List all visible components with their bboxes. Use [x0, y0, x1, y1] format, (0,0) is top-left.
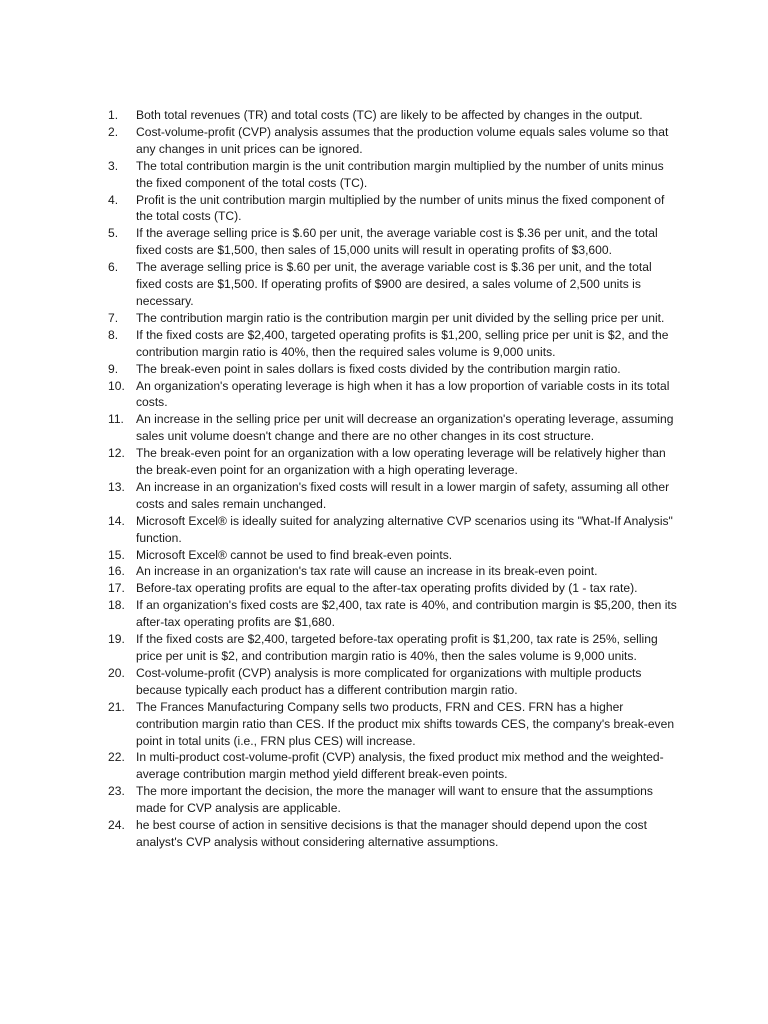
- statement-text: If the fixed costs are $2,400, targeted before-tax operating profit is $1,200, tax rate is 25%, selling price per unit is $2, and contribution margin ratio is 40%, then the sales volume is 9,000 units.: [136, 632, 658, 663]
- statement-number: 17.: [108, 581, 125, 596]
- statement-number: 2.: [108, 124, 119, 139]
- statement-item: [108, 411, 680, 445]
- statement-number: 9.: [108, 361, 119, 376]
- statement-item: [108, 513, 680, 547]
- statement-item: [108, 107, 680, 124]
- statement-item: [108, 631, 680, 665]
- statement-number: 12.: [108, 446, 125, 461]
- statement-number: 10.: [108, 378, 125, 393]
- statement-item: [108, 597, 680, 631]
- statement-item: [108, 225, 680, 259]
- statement-text: The average selling price is $.60 per unit, the average variable cost is $.36 per unit, and the total fixed costs are $1,500. If operating profits of $900 are desired, a sales volume of 2,500 units is necessary.: [136, 260, 652, 308]
- statement-item: [108, 378, 680, 412]
- statement-number: 5.: [108, 226, 119, 241]
- statement-item: [108, 547, 680, 564]
- statement-item: [108, 310, 680, 327]
- statement-text: An increase in an organization's fixed costs will result in a lower margin of safety, assuming all other costs and sales remain unchanged.: [136, 479, 670, 511]
- statement-number: 23.: [108, 784, 125, 799]
- statement-text: Cost-volume-profit (CVP) analysis is more complicated for organizations with multiple products because typically each product has a different contribution margin ratio.: [136, 665, 642, 697]
- statement-text: Microsoft Excel® cannot be used to find break-even points.: [136, 547, 453, 562]
- statement-text: Both total revenues (TR) and total costs (TC) are likely to be affected by changes in the output.: [136, 108, 643, 122]
- statement-text: If the average selling price is $.60 per unit, the average variable cost is $.36 per unit, and the total fixed costs are $1,500, then sales of 15,000 units will result in operating profits of $3,600.: [136, 226, 658, 258]
- statement-number: 15.: [108, 547, 125, 562]
- statement-text: An organization's operating leverage is high when it has a low proportion of variable costs in its total costs.: [136, 378, 670, 410]
- statement-number: 11.: [108, 412, 124, 427]
- statement-number: 13.: [108, 479, 125, 494]
- statement-text: The total contribution margin is the unit contribution margin multiplied by the number of units minus the fixed component of the total costs (TC).: [136, 158, 664, 190]
- statement-number: 6.: [108, 260, 119, 275]
- statement-text: Before-tax operating profits are equal to the after-tax operating profits divided by (1 - tax rate).: [136, 581, 638, 596]
- statement-list: [108, 107, 680, 851]
- statement-number: 1.: [108, 108, 119, 122]
- statement-text: The break-even point for an organization with a low operating leverage will be relatively higher than the break-even point for an organization with a high operating leverage.: [136, 446, 666, 478]
- statement-text: The more important the decision, the more the manager will want to ensure that the assumptions made for CVP analysis are applicable.: [136, 784, 653, 816]
- statement-text: he best course of action in sensitive decisions is that the manager should depend upon the cost analyst's CVP analysis without considering alternative assumptions.: [136, 818, 647, 849]
- statement-item: [108, 361, 680, 378]
- statement-item: [108, 817, 680, 851]
- statement-number: 20.: [108, 665, 125, 680]
- statement-item: [108, 479, 680, 513]
- statement-item: [108, 158, 680, 192]
- statement-item: [108, 124, 680, 158]
- statement-text: An increase in an organization's tax rate will cause an increase in its break-even point.: [136, 564, 598, 579]
- statement-number: 8.: [108, 327, 119, 342]
- statement-number: 7.: [108, 310, 119, 325]
- statement-number: 14.: [108, 513, 125, 528]
- statement-item: [108, 563, 680, 580]
- statement-item: [108, 445, 680, 479]
- statement-text: An increase in the selling price per unit will decrease an organization's operating leverage, assuming sales unit volume doesn't change and there are no other changes in its cost structure.: [136, 412, 674, 444]
- statement-text: If an organization's fixed costs are $2,400, tax rate is 40%, and contribution margin is $5,200, then its after-tax operating profits are $1,680.: [136, 598, 677, 630]
- statement-item: [108, 327, 680, 361]
- statement-text: The contribution margin ratio is the contribution margin per unit divided by the selling price per unit.: [136, 310, 665, 325]
- statement-text: If the fixed costs are $2,400, targeted operating profits is $1,200, selling price per unit is $2, and the contribution margin ratio is 40%, then the required sales volume is 9,000 units.: [136, 327, 669, 359]
- statement-number: 18.: [108, 598, 125, 613]
- statement-number: 19.: [108, 632, 125, 647]
- statement-item: [108, 665, 680, 699]
- statement-text: The break-even point in sales dollars is fixed costs divided by the contribution margin ratio.: [136, 361, 621, 376]
- statement-text: In multi-product cost-volume-profit (CVP) analysis, the fixed product mix method and the weighted-average contribution margin method yield different break-even points.: [136, 750, 664, 782]
- statement-item: [108, 192, 680, 226]
- statement-item: [108, 259, 680, 310]
- statement-number: 24.: [108, 818, 125, 833]
- statement-number: 21.: [108, 699, 125, 714]
- statement-number: 4.: [108, 192, 119, 207]
- statement-number: 16.: [108, 564, 125, 579]
- statement-item: [108, 580, 680, 597]
- statement-number: 22.: [108, 750, 125, 765]
- statement-text: Profit is the unit contribution margin multiplied by the number of units minus the fixed component of the total costs (TC).: [136, 192, 665, 224]
- statement-item: [108, 783, 680, 817]
- statement-item: [108, 699, 680, 750]
- statement-text: The Frances Manufacturing Company sells two products, FRN and CES. FRN has a higher contribution margin ratio than CES. If the product mix shifts towards CES, the company's break-even point in total units (i.e., FRN plus CES) will increase.: [136, 699, 675, 748]
- statement-number: 3.: [108, 158, 119, 173]
- statement-item: [108, 749, 680, 783]
- statement-text: Microsoft Excel® is ideally suited for analyzing alternative CVP scenarios using its "What-If Analysis" function.: [136, 513, 673, 545]
- statement-text: Cost-volume-profit (CVP) analysis assumes that the production volume equals sales volume so that any changes in unit prices can be ignored.: [136, 124, 669, 156]
